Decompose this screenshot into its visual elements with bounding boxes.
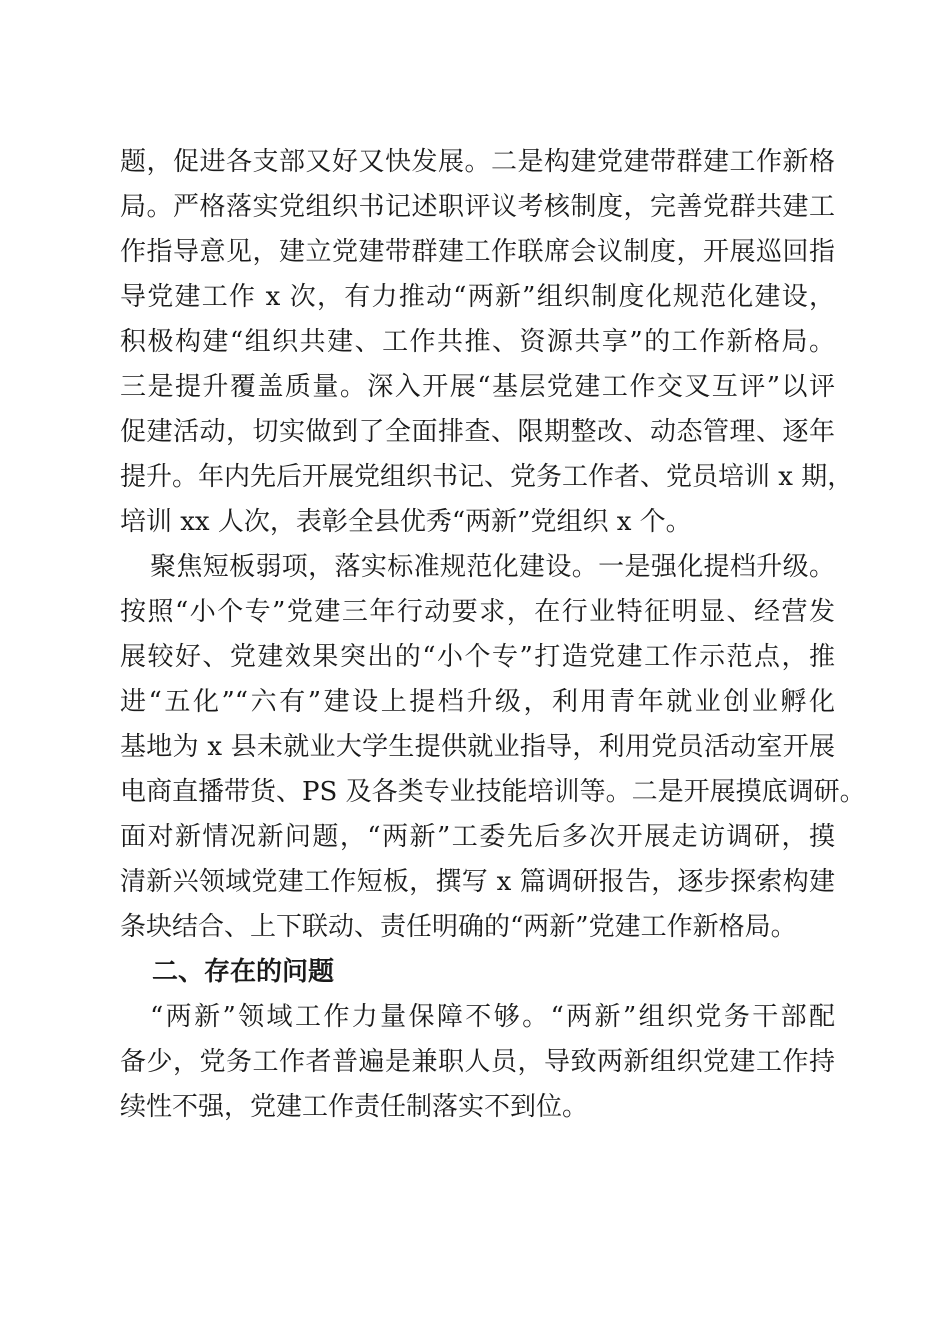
paragraph-line: 进“五化”“六有”建设上提档升级，利用青年就业创业孵化 <box>120 687 835 717</box>
paragraph-line: 面对新情况新问题，“两新”工委先后多次开展走访调研，摸 <box>120 822 835 852</box>
paragraph-line: 促建活动，切实做到了全面排查、限期整改、动态管理、逐年 <box>120 417 835 447</box>
document-body <box>120 140 866 1130</box>
paragraph-line: “两新”领域工作力量保障不够。“两新”组织党务干部配 <box>150 1002 835 1032</box>
paragraph-line: 导党建工作 x 次，有力推动“两新”组织制度化规范化建设， <box>120 282 835 312</box>
paragraph-line: 备少，党务工作者普遍是兼职人员，导致两新组织党建工作持 <box>120 1047 835 1077</box>
paragraph-line: 培训 xx 人次，表彰全县优秀“两新”党组织 x 个。 <box>120 507 692 537</box>
paragraph-line: 基地为 x 县未就业大学生提供就业指导，利用党员活动室开展 <box>120 732 835 762</box>
paragraph-line: 聚焦短板弱项，落实标准规范化建设。一是强化提档升级。 <box>150 552 835 582</box>
paragraph-line: 条块结合、上下联动、责任明确的“两新”党建工作新格局。 <box>120 912 797 942</box>
paragraph-line: 提升。年内先后开展党组织书记、党务工作者、党员培训 x 期， <box>120 462 854 492</box>
paragraph-line: 作指导意见，建立党建带群建工作联席会议制度，开展巡回指 <box>120 237 835 267</box>
paragraph-line: 三是提升覆盖质量。深入开展“基层党建工作交叉互评”以评 <box>120 372 835 402</box>
paragraph-line: 续性不强，党建工作责任制落实不到位。 <box>120 1092 589 1122</box>
paragraph-line: 电商直播带货、PS 及各类专业技能培训等。二是开展摸底调研。 <box>120 777 866 807</box>
paragraph-line: 题，促进各支部又好又快发展。二是构建党建带群建工作新格 <box>120 147 835 177</box>
paragraph-line: 积极构建“组织共建、工作共推、资源共享”的工作新格局。 <box>120 327 835 357</box>
paragraph-line: 展较好、党建效果突出的“小个专”打造党建工作示范点，推 <box>120 642 835 672</box>
paragraph-line: 清新兴领域党建工作短板，撰写 x 篇调研报告，逐步探索构建 <box>120 867 835 897</box>
paragraph-line: 局。严格落实党组织书记述职评议考核制度，完善党群共建工 <box>120 192 835 222</box>
section-heading: 二、存在的问题 <box>152 957 335 987</box>
paragraph-line: 按照“小个专”党建三年行动要求，在行业特征明显、经营发 <box>120 597 835 627</box>
